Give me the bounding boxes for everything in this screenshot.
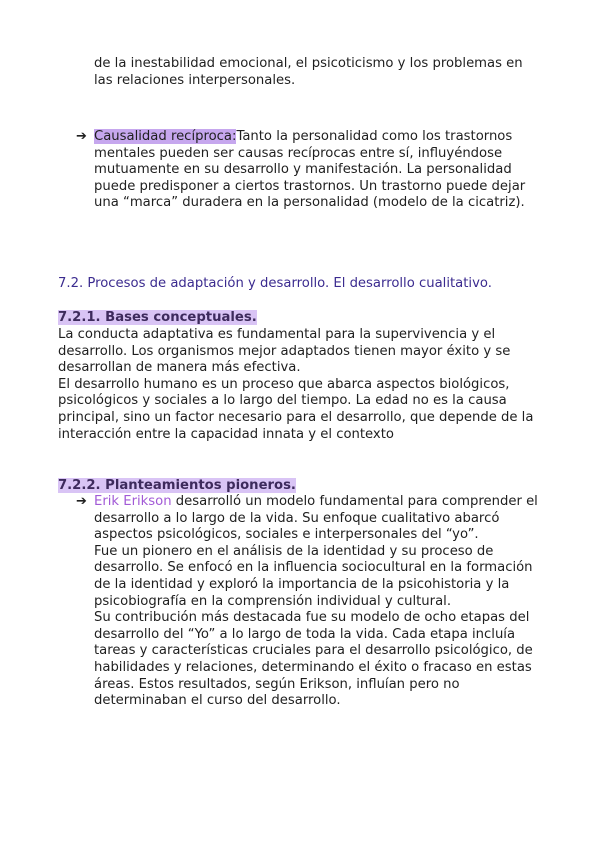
bases-paragraph-1: La conducta adaptativa es fundamental para la supervivencia y el desarrollo. Los organismos mejor adaptados tienen mayor éxito y se desarrollan de manera más efectiva. <box>58 327 511 376</box>
section-title: 7.2. Procesos de adaptación y desarrollo. El desarrollo cualitativo. <box>58 276 492 291</box>
bases-body <box>58 327 544 443</box>
erikson-paragraph-2: Fue un pionero en el análisis de la identidad y su proceso de desarrollo. Se enfocó en la influencia sociocultural en la formación de la identidad y exploró la importancia de la psicohistoria y la psicobiografía en la comprensión individual y cultural. <box>94 543 533 609</box>
bases-heading: 7.2.1. Bases conceptuales. <box>58 310 257 325</box>
erikson-paragraph-3: Su contribución más destacada fue su modelo de ocho etapas del desarrollo del “Yo” a lo largo de toda la vida. Cada etapa incluía tareas y características cruciales para el desarrollo psicológico, de habilidades y relaciones, determinando el éxito o fracaso en estas áreas. Estos resultados, según Erikson, influían pero no determinaban el curso del desarrollo. <box>94 610 533 709</box>
causalidad-text <box>94 129 546 212</box>
bullet-erikson <box>76 494 546 710</box>
erikson-text <box>94 494 546 710</box>
causalidad-body: Tanto la personalidad como los trastornos mentales pueden ser causas recíprocas entre sí, influyéndose mutuamente en su desarrollo y manifestación. La personalidad puede predisponer a ciertos trastornos. Un trastorno puede dejar una “marca” duradera en la personalidad (modelo de la cicatriz). <box>94 129 526 211</box>
arrow-bullet-icon: ➔ <box>76 129 87 144</box>
erikson-name: Erik Erikson <box>94 494 172 509</box>
causalidad-term: Causalidad recíproca: <box>94 129 237 144</box>
intro-paragraph: de la inestabilidad emocional, el psicoticismo y los problemas en las relaciones interpersonales. <box>94 56 523 88</box>
bases-paragraph-2: El desarrollo humano es un proceso que abarca aspectos biológicos, psicológicos y sociales a lo largo del tiempo. La edad no es la causa principal, sino un factor necesario para el desarrollo, que depende de la interacción entre la capacidad innata y el contexto <box>58 376 534 442</box>
erikson-paragraph-1: Erik Erikson desarrolló un modelo fundamental para comprender el desarrollo a lo largo de la vida. Su enfoque cualitativo abarcó aspectos psicológicos, sociales e interpersonales del “yo”. <box>94 494 538 543</box>
bullet-causalidad <box>76 129 546 212</box>
pioneros-heading: 7.2.2. Planteamientos pioneros. <box>58 478 296 493</box>
arrow-bullet-icon: ➔ <box>76 494 87 509</box>
